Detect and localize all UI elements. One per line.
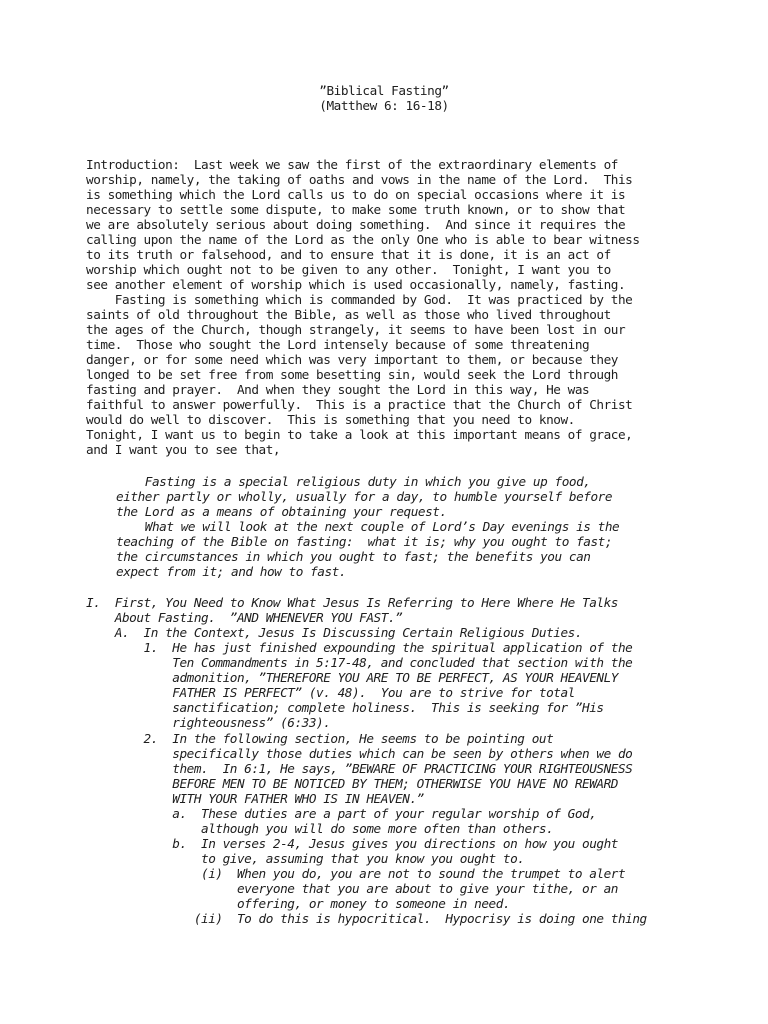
intro-line: worship which ought not to be given to any other. Tonight, I want you to	[86, 262, 611, 277]
thesis-line: the Lord as a means of obtaining your request.	[116, 504, 447, 519]
intro-line: fasting and prayer. And when they sought the Lord in this way, He was	[86, 382, 590, 397]
intro-line: faithful to answer powerfully. This is a practice that the Church of Christ	[86, 397, 633, 412]
outline-line: them. In 6:1, He says, ”BEWARE OF PRACTICING YOUR RIGHTEOUSNESS	[86, 761, 633, 776]
thesis-line: teaching of the Bible on fasting: what it is; why you ought to fast;	[116, 534, 613, 549]
outline-line: FATHER IS PERFECT” (v. 48). You are to strive for total	[86, 685, 575, 700]
intro-line: Tonight, I want us to begin to take a look at this important means of grace,	[86, 427, 633, 442]
outline-line: sanctification; complete holiness. This is seeking for ”His	[86, 700, 604, 715]
intro-line: time. Those who sought the Lord intensely because of some threatening	[86, 337, 590, 352]
thesis-line: Fasting is a special religious duty in which you give up food,	[116, 474, 591, 489]
intro-line: calling upon the name of the Lord as the only One who is able to bear witness	[86, 232, 640, 247]
intro-line: we are absolutely serious about doing something. And since it requires the	[86, 217, 626, 232]
outline-line: everyone that you are about to give your tithe, or an	[86, 881, 618, 896]
sermon-title: ”Biblical Fasting”	[319, 83, 449, 98]
outline-line: specifically those duties which can be seen by others when we do	[86, 746, 633, 761]
outline-heading-i: I. First, You Need to Know What Jesus Is Referring to Here Where He Talks	[86, 595, 618, 610]
outline-line: admonition, ”THEREFORE YOU ARE TO BE PERFECT, AS YOUR HEAVENLY	[86, 670, 618, 685]
outline-line: About Fasting. ”AND WHENEVER YOU FAST.”	[86, 610, 403, 625]
outline-subpoint-b: b. In verses 2-4, Jesus gives you directions on how you ought	[86, 836, 618, 851]
thesis-line: either partly or wholly, usually for a day, to humble yourself before	[116, 489, 613, 504]
intro-line: the ages of the Church, though strangely, it seems to have been lost in our	[86, 322, 626, 337]
outline-line: offering, or money to someone in need.	[86, 896, 511, 911]
outline-point-2: 2. In the following section, He seems to be pointing out	[86, 731, 554, 746]
outline-subpoint-ii: (ii) To do this is hypocritical. Hypocrisy is doing one thing	[86, 911, 647, 926]
outline-subpoint-a: a. These duties are a part of your regular worship of God,	[86, 806, 597, 821]
intro-line: Introduction: Last week we saw the first of the extraordinary elements of	[86, 157, 618, 172]
thesis-line: expect from it; and how to fast.	[116, 564, 347, 579]
intro-line: and I want you to see that,	[86, 442, 281, 457]
thesis-line: the circumstances in which you ought to fast; the benefits you can	[116, 549, 591, 564]
thesis-line: What we will look at the next couple of Lord’s Day evenings is the	[116, 519, 620, 534]
outline-line: to give, assuming that you know you ought to.	[86, 851, 525, 866]
intro-line: to its truth or falsehood, and to ensure that it is done, it is an act of	[86, 247, 611, 262]
intro-line: longed to be set free from some besetting sin, would seek the Lord through	[86, 367, 618, 382]
intro-line: Fasting is something which is commanded by God. It was practiced by the	[86, 292, 633, 307]
scripture-reference: (Matthew 6: 16-18)	[319, 98, 449, 113]
outline-subpoint-i: (i) When you do, you are not to sound the trumpet to alert	[86, 866, 626, 881]
intro-line: see another element of worship which is used occasionally, namely, fasting.	[86, 277, 626, 292]
outline-line: righteousness” (6:33).	[86, 715, 331, 730]
outline-line: WITH YOUR FATHER WHO IS IN HEAVEN.”	[86, 791, 424, 806]
outline-point-1: 1. He has just finished expounding the spiritual application of the	[86, 640, 633, 655]
intro-line: is something which the Lord calls us to do on special occasions where it is	[86, 187, 626, 202]
intro-line: necessary to settle some dispute, to make some truth known, or to show that	[86, 202, 626, 217]
outline-line: Ten Commandments in 5:17-48, and concluded that section with the	[86, 655, 633, 670]
intro-line: worship, namely, the taking of oaths and vows in the name of the Lord. This	[86, 172, 633, 187]
intro-line: danger, or for some need which was very important to them, or because they	[86, 352, 618, 367]
intro-line: saints of old throughout the Bible, as well as those who lived throughout	[86, 307, 611, 322]
outline-line: although you will do some more often than others.	[86, 821, 554, 836]
intro-line: would do well to discover. This is something that you need to know.	[86, 412, 575, 427]
outline-line: BEFORE MEN TO BE NOTICED BY THEM; OTHERWISE YOU HAVE NO REWARD	[86, 776, 618, 791]
outline-heading-a: A. In the Context, Jesus Is Discussing Certain Religious Duties.	[86, 625, 583, 640]
